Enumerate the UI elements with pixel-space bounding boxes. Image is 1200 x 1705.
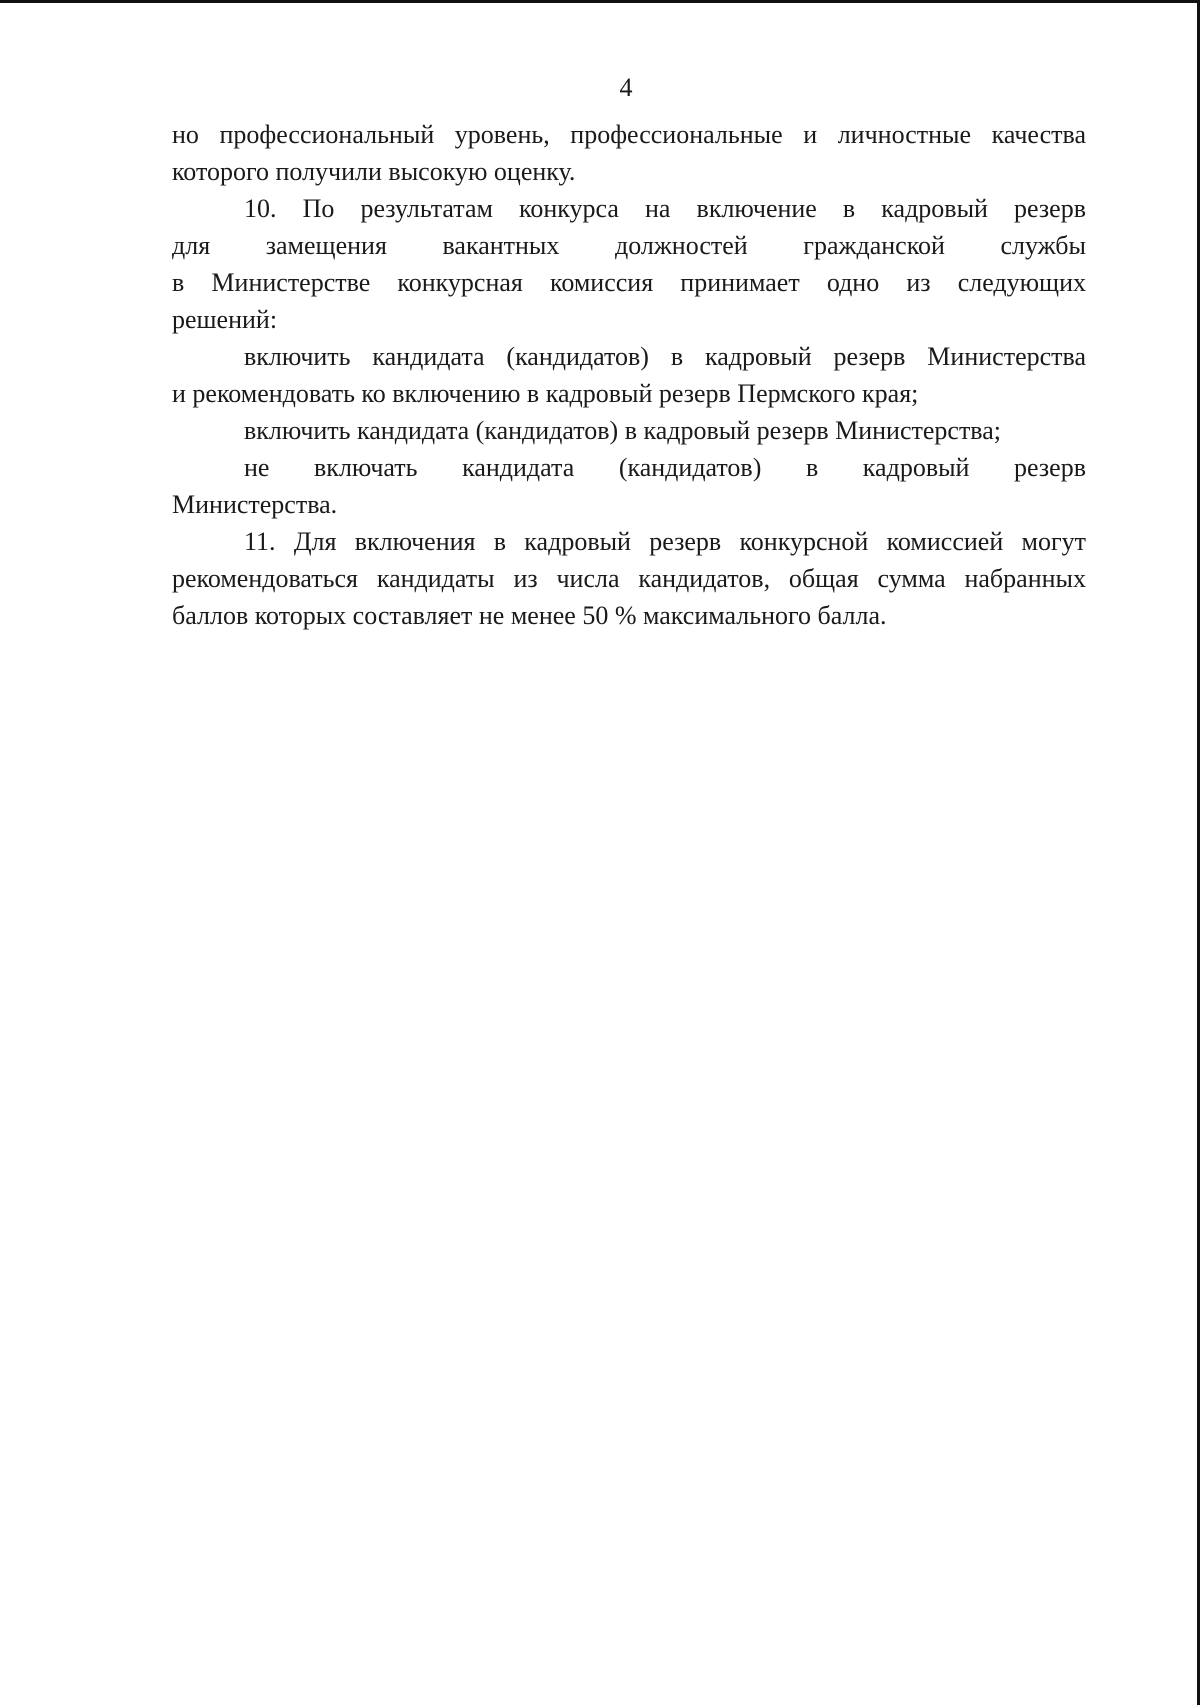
text-line: рекомендоваться кандидаты из числа кандидатов, общая сумма набранных bbox=[172, 564, 1086, 593]
text-line: решений: bbox=[172, 305, 278, 334]
text-line: но профессиональный уровень, профессиональные и личностные качества bbox=[172, 120, 1086, 149]
document-body bbox=[172, 116, 1086, 634]
text-line: баллов которых составляет не менее 50 % максимального балла. bbox=[172, 601, 887, 630]
text-line: и рекомендовать ко включению в кадровый резерв Пермского края; bbox=[172, 379, 919, 408]
option-not-include: не включать кандидата (кандидатов) в кадровый резерв bbox=[244, 453, 1086, 482]
page-number: 4 bbox=[619, 73, 633, 102]
page-edge-top bbox=[0, 0, 1200, 3]
option-include-and-recommend: включить кандидата (кандидатов) в кадровый резерв Министерства bbox=[244, 342, 1086, 371]
text-line: в Министерстве конкурсная комиссия принимает одно из следующих bbox=[172, 268, 1086, 297]
text-line: Министерства. bbox=[172, 490, 338, 519]
paragraph-11-start: 11. Для включения в кадровый резерв конкурсной комиссией могут bbox=[244, 527, 1086, 556]
text-line: для замещения вакантных должностей гражданской службы bbox=[172, 231, 1086, 260]
text-line: которого получили высокую оценку. bbox=[172, 157, 576, 186]
paragraph-10-start: 10. По результатам конкурса на включение в кадровый резерв bbox=[244, 194, 1086, 223]
option-include: включить кандидата (кандидатов) в кадровый резерв Министерства; bbox=[244, 416, 1002, 445]
